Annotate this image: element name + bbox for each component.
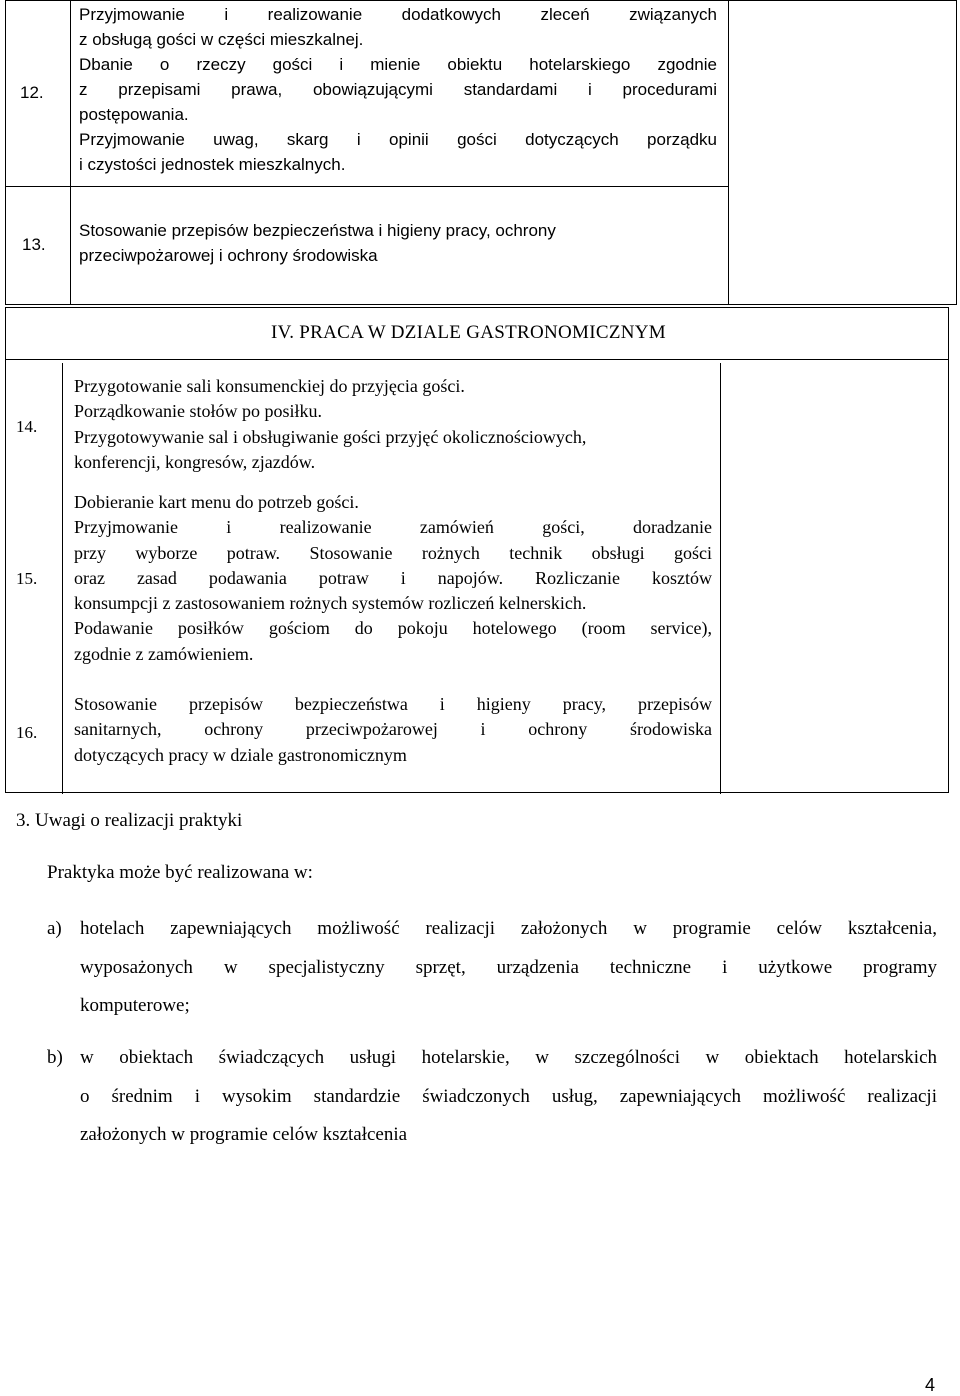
list-item bbox=[47, 1039, 937, 1155]
text-line: Stosowanie przepisów bezpieczeństwa i higieny pracy, ochrony bbox=[79, 221, 556, 240]
text-line: Przyjmowanie i realizowanie zamówień gości, doradzanie bbox=[74, 517, 712, 538]
text-line: hotelach zapewniających możliwość realizacji założonych w programie celów kształcenia, bbox=[80, 918, 937, 939]
text-line: komputerowe; bbox=[80, 995, 190, 1016]
text-line: przy wyborze potraw. Stosowanie rożnych technik obsługi gości bbox=[74, 542, 712, 563]
row-13-text bbox=[79, 218, 717, 268]
row-number: 15. bbox=[16, 569, 38, 588]
row-number: 13. bbox=[22, 235, 46, 254]
text-line: z przepisami prawa, obowiązującymi standardami i procedurami bbox=[79, 80, 717, 99]
row-divider bbox=[6, 359, 948, 360]
section-heading: IV. PRACA W DZIALE GASTRONOMICZNYM bbox=[271, 322, 666, 343]
text-line: przeciwpożarowej i ochrony środowiska bbox=[79, 246, 378, 265]
text-line: konferencji, kongresów, zjazdów. bbox=[74, 451, 316, 472]
text-line: Dbanie o rzeczy gości i mienie obiektu hotelarskiego zgodnie bbox=[79, 55, 717, 74]
row-number: 14. bbox=[16, 417, 38, 436]
row-number: 16. bbox=[16, 723, 38, 742]
page-number: 4 bbox=[925, 1375, 936, 1395]
text-line: konsumpcji z zastosowaniem rożnych systemów rozliczeń kelnerskich. bbox=[74, 593, 587, 614]
text-line: Przygotowanie sali konsumenckiej do przyjęcia gości. bbox=[74, 376, 465, 396]
text-line: Dobieranie kart menu do potrzeb gości. bbox=[74, 492, 359, 512]
text-line: postępowania. bbox=[79, 105, 189, 124]
row-16-text bbox=[74, 692, 712, 768]
row-12-text bbox=[79, 2, 717, 177]
column-divider bbox=[728, 1, 729, 304]
intro-text: Praktyka może być realizowana w: bbox=[47, 862, 313, 883]
text-line: Przygotowywanie sal i obsługiwanie gości przyjęć okolicznościowych, bbox=[74, 426, 587, 447]
text-line: dotyczących pracy w dziale gastronomicznym bbox=[74, 744, 407, 765]
text-line: z obsługą gości w części mieszkalnej. bbox=[79, 30, 364, 49]
row-number: 12. bbox=[20, 83, 44, 102]
list-marker: a) bbox=[47, 918, 62, 939]
row-15-text bbox=[74, 490, 712, 667]
text-line: oraz zasad podawania potraw i napojów. Rozliczanie kosztów bbox=[74, 567, 712, 588]
list-marker: b) bbox=[47, 1047, 63, 1068]
text-line: Stosowanie przepisów bezpieczeństwa i higieny pracy, przepisów bbox=[74, 694, 712, 714]
text-line: Porządkowanie stołów po posiłku. bbox=[74, 401, 322, 422]
text-line: Przyjmowanie i realizowanie dodatkowych zleceń związanych bbox=[79, 5, 717, 24]
text-line: założonych w programie celów kształcenia bbox=[80, 1124, 408, 1145]
text-line: Przyjmowanie uwag, skarg i opinii gości dotyczących porządku bbox=[79, 130, 717, 149]
text-line: i czystości jednostek mieszkalnych. bbox=[79, 155, 346, 174]
column-divider bbox=[720, 363, 721, 794]
text-line: sanitarnych, ochrony przeciwpożarowej i ochrony środowiska bbox=[74, 719, 712, 740]
row-14-text bbox=[74, 374, 712, 475]
list-item bbox=[47, 910, 937, 1026]
text-line: Podawanie posiłków gościom do pokoju hotelowego (room service), bbox=[74, 618, 712, 639]
column-divider bbox=[62, 363, 63, 794]
row-divider bbox=[6, 186, 728, 187]
section-title: 3. Uwagi o realizacji praktyki bbox=[16, 810, 243, 831]
text-line: wyposażonych w specjalistyczny sprzęt, urządzenia techniczne i użytkowe programy bbox=[80, 956, 937, 978]
text-line: zgodnie z zamówieniem. bbox=[74, 643, 254, 664]
column-divider bbox=[70, 1, 71, 304]
text-line: o średnim i wysokim standardzie świadczonych usług, zapewniających możliwość realizacji bbox=[80, 1085, 937, 1107]
text-line: w obiektach świadczących usługi hotelarskie, w szczególności w obiektach hotelarskich bbox=[80, 1047, 937, 1068]
